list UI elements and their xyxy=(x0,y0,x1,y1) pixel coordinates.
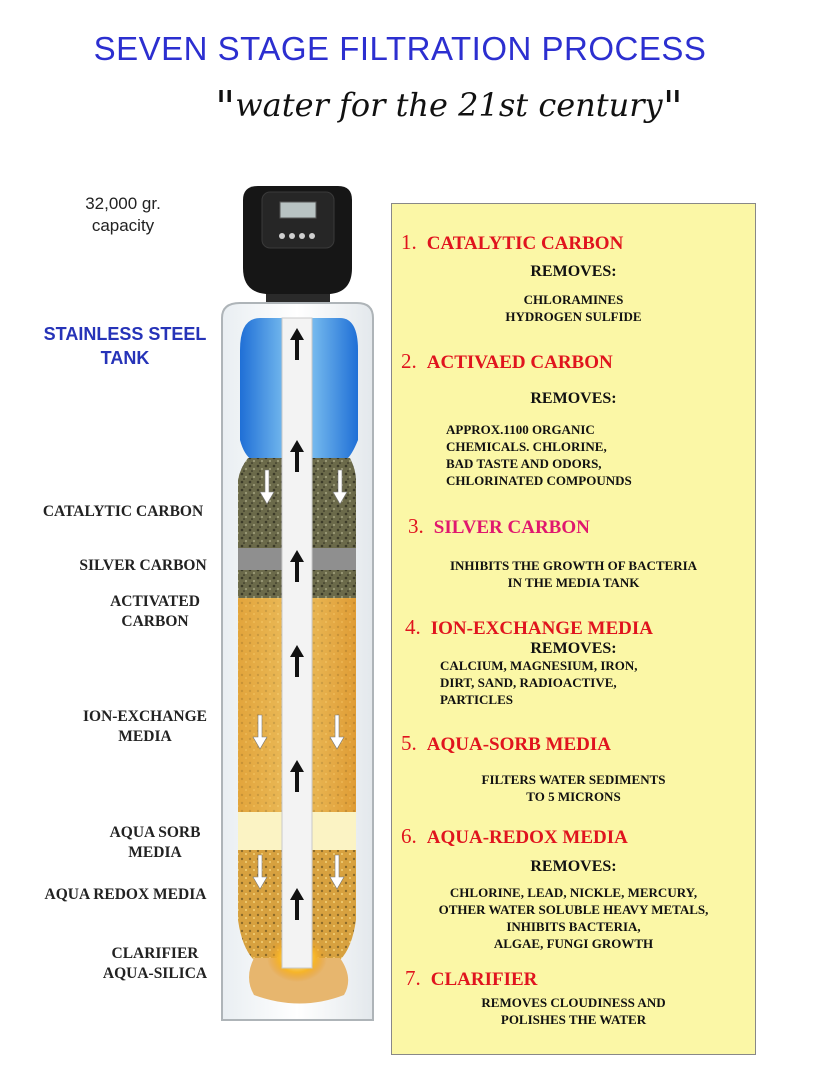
stage-1-name: CATALYTIC CARBON xyxy=(426,233,624,254)
stage-1-removes: REMOVES: xyxy=(530,263,617,280)
stage-2-number: 2. xyxy=(401,349,417,373)
stage-7-title xyxy=(405,966,537,991)
stage-6-number: 6. xyxy=(401,824,417,848)
page-title: SEVEN STAGE FILTRATION PROCESS xyxy=(93,30,707,67)
stage-4-number: 4. xyxy=(405,615,421,639)
stage-4-details: CALCIUM, MAGNESIUM, IRON, DIRT, SAND, RADIOACTIVE, PARTICLES xyxy=(440,658,638,707)
stage-7-name: CLARIFIER xyxy=(430,969,538,990)
layer-label-catalytic-carbon: CATALYTIC CARBON xyxy=(42,503,204,520)
tank-material-label xyxy=(30,322,220,370)
stage-5-number: 5. xyxy=(401,731,417,755)
material-text: STAINLESS STEEL TANK xyxy=(43,324,207,368)
filter-tank-diagram xyxy=(0,0,390,1080)
stage-5-title xyxy=(401,731,611,756)
stage-1-details: CHLORAMINES HYDROGEN SULFIDE xyxy=(505,292,642,324)
stages-panel xyxy=(391,203,756,1055)
subtitle: "water for the 21st century" xyxy=(215,82,683,133)
layer-label-ion-exchange: ION-EXCHANGE MEDIA xyxy=(82,708,207,745)
stage-6-title xyxy=(401,824,628,849)
stage-3-name: SILVER CARBON xyxy=(433,517,590,538)
stage-3-title xyxy=(408,514,590,539)
stage-2-title xyxy=(401,349,613,374)
layer-label-aqua-sorb: AQUA SORB MEDIA xyxy=(109,824,201,861)
layer-label-activated-carbon: ACTIVATED CARBON xyxy=(110,593,200,630)
capacity-text: 32,000 gr. capacity xyxy=(85,194,161,235)
stage-7-details: REMOVES CLOUDINESS AND POLISHES THE WATER xyxy=(481,995,666,1027)
stage-4-name: ION-EXCHANGE MEDIA xyxy=(430,618,653,639)
stage-6-details: CHLORINE, LEAD, NICKLE, MERCURY, OTHER WATER SOLUBLE HEAVY METALS, INHIBITS BACTERIA, ALGAE, FUNGI GROWTH xyxy=(438,885,709,951)
stage-2-name: ACTIVAED CARBON xyxy=(426,352,613,373)
riser-tube xyxy=(282,318,312,968)
layer-label-aqua-redox: AQUA REDOX MEDIA xyxy=(44,886,207,903)
stage-7-number: 7. xyxy=(405,966,421,990)
stage-3-details: INHIBITS THE GROWTH OF BACTERIA IN THE MEDIA TANK xyxy=(449,558,698,590)
stage-6-removes: REMOVES: xyxy=(530,858,617,875)
tank-capacity-label xyxy=(58,193,188,237)
stage-1-number: 1. xyxy=(401,230,417,254)
stage-1-title xyxy=(401,230,623,255)
stage-4-title xyxy=(405,615,653,640)
control-valve-head xyxy=(243,186,352,302)
stage-6-name: AQUA-REDOX MEDIA xyxy=(426,827,628,848)
stage-5-details: FILTERS WATER SEDIMENTS TO 5 MICRONS xyxy=(481,772,666,804)
subtitle-text: water for the 21st century xyxy=(235,86,663,124)
stage-2-details: APPROX.1100 ORGANIC CHEMICALS. CHLORINE, BAD TASTE AND ODORS, CHLORINATED COMPOUNDS xyxy=(446,422,632,488)
stage-2-removes: REMOVES: xyxy=(530,390,617,407)
stage-5-name: AQUA-SORB MEDIA xyxy=(426,734,611,755)
layer-label-silver-carbon: SILVER CARBON xyxy=(79,557,207,574)
stage-4-removes: REMOVES: xyxy=(530,640,617,657)
layer-label-clarifier: CLARIFIER AQUA-SILICA xyxy=(102,945,208,982)
stage-3-number: 3. xyxy=(408,514,424,538)
